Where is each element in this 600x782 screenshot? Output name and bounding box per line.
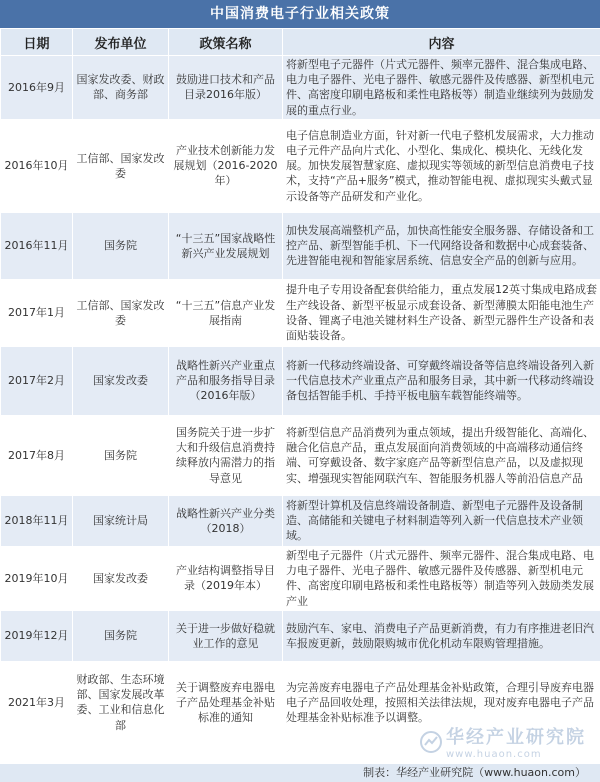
cell-org: 国家统计局 (73, 495, 169, 546)
cell-org: 工信部、国家发改委 (73, 279, 169, 346)
header-org: 发布单位 (73, 29, 169, 56)
cell-name: 战略性新兴产业分类（2018） (169, 495, 283, 546)
cell-content: 电子信息制造业方面，针对新一代电子整机发展需求，大力推动电子元件产品向片式化、小型化、集成化、模块化、无线化发展。加快发展智慧家庭、虚拟现实等领域的新型信息消费电子技术，支持“产品+服务”模式，推动智能电视、虚拟现实头戴式显示设备等产品研发和产业化。 (283, 119, 600, 212)
cell-content: 将新型信息产品消费列为重点领域，提出升级智能化、高端化、融合化信息产品，重点发展面向消费领域的中高端移动通信终端、可穿戴设备、数字家庭产品等新型信息产品，以及虚拟现实、增强现实智能网联汽车、智能服务机器人等前沿信息产品 (283, 415, 600, 495)
cell-date: 2021年3月 (1, 661, 73, 743)
watermark-name: 华经产业研究院 (446, 727, 586, 748)
table-row (1, 415, 600, 495)
logo-icon (420, 731, 442, 753)
cell-name: “十三五”信息产业发展指南 (169, 279, 283, 346)
table-title: 中国消费电子行业相关政策 (0, 0, 600, 28)
cell-content: 加快发展高端整机产品，加快高性能安全服务器、存储设备和工控产品、新型智能手机、下一代网络设备和数据中心成套装备、先进智能电视和智能家居系统、信息安全产品的创新与应用。 (283, 212, 600, 279)
cell-org: 工信部、国家发改委 (73, 119, 169, 212)
cell-org: 国务院 (73, 212, 169, 279)
cell-date: 2016年9月 (1, 56, 73, 120)
cell-date: 2019年10月 (1, 546, 73, 610)
table-row (1, 346, 600, 415)
cell-org: 财政部、生态环境部、国家发展改革委、工业和信息化部 (73, 661, 169, 743)
cell-content: 为完善废弃电器电子产品处理基金补贴政策，合理引导废弃电器电子产品回收处理，按照相关法律法规，现对废弃电器电子产品处理基金补贴标准予以调整。 (283, 661, 600, 743)
cell-content: 将新型电子元器件（片式元器件、频率元器件、混合集成电路、电力电子器件、光电子器件、敏感元器件及传感器、新型机电元件、高密度印刷电路板和柔性电路板等）制造业继续列为鼓励发展的重点行业。 (283, 56, 600, 120)
cell-org: 国家发改委、财政部、商务部 (73, 56, 169, 120)
cell-org: 国务院 (73, 415, 169, 495)
cell-name: 关于进一步做好稳就业工作的意见 (169, 610, 283, 661)
cell-date: 2017年8月 (1, 415, 73, 495)
header-date: 日期 (1, 29, 73, 56)
cell-date: 2018年11月 (1, 495, 73, 546)
cell-content: 新型电子元器件（片式元器件、频率元器件、混合集成电路、电力电子器件、光电子器件、敏感元器件及传感器、新型机电元件、高密度印刷电路板和柔性电路板等）制造等列入鼓励类发展产业 (283, 546, 600, 610)
table-row (1, 610, 600, 661)
cell-date: 2019年12月 (1, 610, 73, 661)
cell-name: 产业技术创新能力发展规划（2016-2020年） (169, 119, 283, 212)
policy-table (0, 28, 600, 744)
table-row (1, 119, 600, 212)
cell-date: 2016年11月 (1, 212, 73, 279)
header-content: 内容 (283, 29, 600, 56)
watermark-logo (420, 723, 586, 760)
table-row (1, 56, 600, 120)
cell-date: 2017年2月 (1, 346, 73, 415)
cell-name: 鼓励进口技术和产品目录2016年版） (169, 56, 283, 120)
cell-org: 国家发改委 (73, 346, 169, 415)
cell-org: 国家发改委 (73, 546, 169, 610)
cell-name: 国务院关于进一步扩大和升级信息消费持续释放内需潜力的指导意见 (169, 415, 283, 495)
table-row (1, 546, 600, 610)
cell-content: 鼓励汽车、家电、消费电子产品更新消费，有力有序推进老旧汽车报废更新，鼓励限购城市优化机动车限购管理措施。 (283, 610, 600, 661)
header-name: 政策名称 (169, 29, 283, 56)
cell-content: 将新一代移动终端设备、可穿戴终端设备等信息终端设备列入新一代信息技术产业重点产品和服务目录，其中新一代移动终端设备包括智能手机、手持平板电脑车载智能终端等。 (283, 346, 600, 415)
cell-date: 2017年1月 (1, 279, 73, 346)
cell-name: “十三五”国家战略性新兴产业发展规划 (169, 212, 283, 279)
cell-name: 战略性新兴产业重点产品和服务指导目录（2016年版） (169, 346, 283, 415)
table-row (1, 495, 600, 546)
table-row (1, 279, 600, 346)
cell-date: 2016年10月 (1, 119, 73, 212)
source-footer: 制表：华经产业研究院（www.huaon.com） (0, 764, 600, 782)
cell-content: 提升电子专用设备配套供给能力，重点发展12英寸集成电路成套生产线设备、新型平板显示成套设备、新型薄膜太阳能电池生产设备、锂离子电池关键材料生产设备、新型元器件生产设备和表面贴装设备。 (283, 279, 600, 346)
table-row (1, 212, 600, 279)
cell-name: 产业结构调整指导目录（2019年本） (169, 546, 283, 610)
cell-org: 国务院 (73, 610, 169, 661)
cell-name: 关于调整废弃电器电子产品处理基金补贴标准的通知 (169, 661, 283, 743)
watermark-url: www.huaon.com (446, 749, 542, 760)
cell-content: 将新型计算机及信息终端设备制造、新型电子元器件及设备制造、高储能和关键电子材料制造等列入新一代信息技术产业领域。 (283, 495, 600, 546)
header-row (1, 29, 600, 56)
